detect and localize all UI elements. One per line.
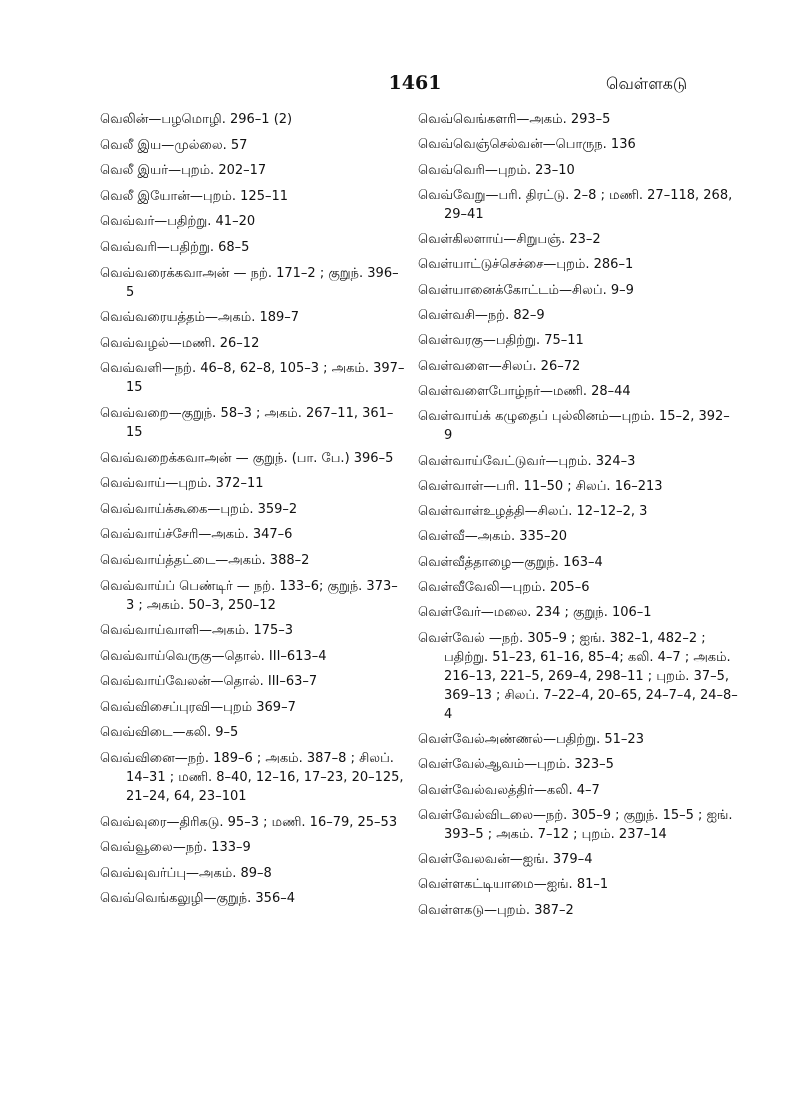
- index-entry: வெள்வாள்உழத்தி—சிலப். 12–12–2, 3: [418, 504, 648, 520]
- index-entry: வெவ்வுவர்ப்பு—அகம். 89–8: [100, 865, 272, 881]
- index-entry: வெள்வீவேலி—புறம். 205–6: [418, 580, 590, 596]
- index-entry: வெவ்வாய்க்கூகை—புறம். 359–2: [100, 501, 298, 517]
- left-column: [100, 110, 405, 915]
- index-entry: வெவ்வேறு—பரி. திரட்டு. 2–8 ; மணி. 27–118, 268, 29–41: [418, 187, 733, 222]
- index-entry: வெள்வேர்—மலை. 234 ; குறுந். 106–1: [418, 605, 652, 621]
- index-entry: வெவ்வாய்வாளி—அகம். 175–3: [100, 623, 294, 639]
- index-entry: வெள்கிலளாய்—சிறுபஞ். 23–2: [418, 232, 601, 248]
- index-entry: வெவ்வினை—நற். 189–6 ; அகம். 387–8 ; சிலப். 14–31 ; மணி. 8–40, 12–16, 17–23, 20–125, 21–24, 64, 23–101: [100, 751, 404, 805]
- running-head: வெள்ளகடு: [606, 74, 688, 93]
- index-entry: வெவ்வளி—நற். 46–8, 62–8, 105–3 ; அகம். 397–15: [100, 361, 405, 396]
- index-entry: வெள்வேலவன்—ஐங். 379–4: [418, 852, 593, 868]
- right-column: [418, 110, 738, 926]
- index-entry: வெள்வரகு—பதிற்று. 75–11: [418, 333, 584, 349]
- index-entry: வெவ்விசைப்புரவி—புறம் 369–7: [100, 699, 296, 715]
- index-entry: வெலீ இய—முல்லை. 57: [100, 137, 248, 153]
- index-entry: வெவ்வாய்—புறம். 372–11: [100, 476, 264, 492]
- index-entry: வெள்வாள்—பரி. 11–50 ; சிலப். 16–213: [418, 478, 663, 494]
- index-entry: வெள்வாய்வேட்டுவர்—புறம். 324–3: [418, 453, 636, 469]
- index-entry: வெவ்வாய்வேலன்—தொல். III–63–7: [100, 674, 318, 690]
- index-entry: வெவ்வரைக்கவாஅன் — நற். 171–2 ; குறுந். 396–5: [100, 265, 399, 300]
- index-entry: வெள்வசி—நற். 82–9: [418, 308, 545, 324]
- index-entry: வெவ்வெங்களரி—அகம். 293–5: [418, 112, 611, 127]
- index-entry: வெலின்—பழமொழி. 296–1 (2): [100, 112, 293, 127]
- index-entry: வெவ்வாய்ப் பெண்டிர் — நற். 133–6; குறுந். 373–3 ; அகம். 50–3, 250–12: [100, 578, 398, 613]
- index-entry: வெள்யாட்டுச்செச்சை—புறம். 286–1: [418, 257, 634, 273]
- index-entry: வெவ்வெஞ்செல்வன்—பொருந. 136: [418, 137, 636, 153]
- index-entry: வெள்வேல்வலத்திர்—கலி. 4–7: [418, 782, 600, 798]
- index-entry: வெலீ இயோன்—புறம். 125–11: [100, 188, 289, 204]
- index-entry: வெள்வீ—அகம். 335–20: [418, 529, 568, 545]
- index-entry: வெவ்வுரை—திரிகடு. 95–3 ; மணி. 16–79, 25–53: [100, 814, 398, 830]
- index-entry: வெவ்வெரி—புறம். 23–10: [418, 162, 575, 178]
- index-entry: வெள்யானைக்கோட்டம்—சிலப். 9–9: [418, 282, 634, 298]
- index-entry: வெவ்வூலை—நற். 133–9: [100, 840, 251, 856]
- index-entry: வெவ்வாய்வெருகு—தொல். III–613–4: [100, 648, 327, 664]
- index-entry: வெவ்விடை—கலி. 9–5: [100, 725, 239, 741]
- index-entry: வெள்ளகட்டியாமை—ஐங். 81–1: [418, 877, 609, 893]
- index-entry: வெள்வேல்விடலை—நற். 305–9 ; குறுந். 15–5 ; ஐங். 393–5 ; அகம். 7–12 ; புறம். 237–14: [418, 807, 733, 842]
- index-entry: வெள்வளை—சிலப். 26–72: [418, 358, 581, 374]
- index-entry: வெவ்வறைக்கவாஅன் — குறுந். (பா. பே.) 396–5: [100, 450, 394, 466]
- index-entry: வெவ்வாய்ச்சேரி—அகம். 347–6: [100, 527, 293, 543]
- index-entry: வெலீ இயர்—புறம். 202–17: [100, 163, 267, 179]
- index-entry: வெள்வேல்ஆவம்—புறம். 323–5: [418, 757, 614, 773]
- index-entry: வெவ்வரி—பதிற்று. 68–5: [100, 239, 250, 255]
- index-entry: வெவ்வறை—குறுந். 58–3 ; அகம். 267–11, 361–15: [100, 405, 394, 440]
- index-entry: வெவ்வாய்த்தட்டை—அகம். 388–2: [100, 552, 310, 568]
- index-entry: வெவ்வெங்கலுழி—குறுந். 356–4: [100, 891, 295, 907]
- index-entry: வெவ்வரையத்தம்—அகம். 189–7: [100, 310, 300, 326]
- index-entry: வெள்ளகடு—புறம். 387–2: [418, 902, 574, 918]
- index-entry: வெள்வீத்தாழை—குறுந். 163–4: [418, 554, 603, 570]
- index-entry: வெவ்வர்—பதிற்று. 41–20: [100, 214, 256, 230]
- index-entry: வெள்வேல்அண்ணல்—பதிற்று. 51–23: [418, 731, 644, 747]
- index-entry: வெள்வேல் —நற். 305–9 ; ஐங். 382–1, 482–2 ; பதிற்று. 51–23, 61–16, 85–4; கலி. 4–7 ; அகம். 216–13, 221–5, 269–4, 298–11 ; புறம். 37–5, 369–13 ; சிலப். 7–22–4, 20–65, 24–7–4, 24–8–4: [418, 630, 738, 722]
- index-entry: வெள்வாய்க் கழுதைப் புல்லினம்—புறம். 15–2, 392–9: [418, 409, 730, 444]
- page-number: 1461: [388, 72, 442, 94]
- index-entry: வெவ்வழல்—மணி. 26–12: [100, 335, 260, 351]
- index-entry: வெள்வளைபோழ்நர்—மணி. 28–44: [418, 383, 631, 399]
